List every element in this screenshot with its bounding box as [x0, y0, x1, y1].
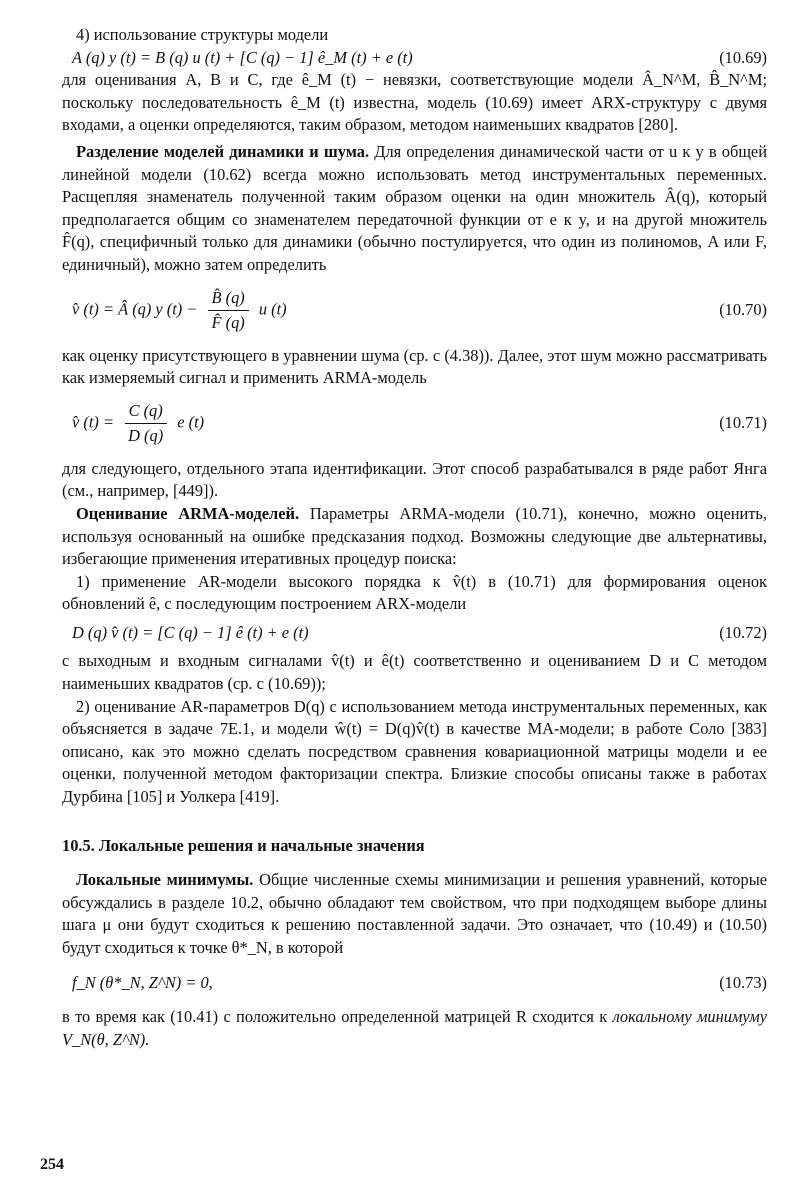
equation-10-69-body: A (q) y (t) = B (q) u (t) + [C (q) − 1] ê_M (t) + e (t): [72, 47, 413, 67]
equation-10-71: [62, 390, 767, 458]
paragraph-4: с выходным и входным сигналами v̂(t) и ê(t) соответственно и оцениванием D и C методом наименьших квадратов (ср. с (10.69));: [62, 651, 767, 694]
paragraph-5: [62, 1006, 767, 1051]
minima-text: Общие численные схемы минимизации и решения уравнений, которые обсуждались в разделе 10.2, обычно обладают тем свойством, что при подходящем выборе длины шага μ они будут сходиться к решению поставленной задачи. Это означает, что (10.49) и (10.50) будут сходиться к точке θ*_N, в которой: [62, 870, 767, 957]
runin-arma-title: Оценивание ARMA-моделей.: [76, 503, 300, 523]
arma-text: Параметры ARMA-модели (10.71), конечно, можно оценить, используя основанный на ошибке предсказания подход. Возможны следующие две альтернативы, избегающие применения итеративных процедур поиска:: [62, 503, 767, 569]
equation-10-71-fraction: [124, 399, 167, 448]
equation-10-73: [62, 972, 767, 995]
paragraph-minima: [62, 869, 767, 959]
paragraph-arma: [62, 503, 767, 571]
equation-10-70-rhs: u (t): [258, 299, 287, 319]
paragraph-3: для следующего, отдельного этапа идентификации. Этот способ разрабатывался в ряде работ Янга (см., например, [449]).: [62, 458, 767, 501]
equation-10-70-number: (10.70): [719, 300, 767, 320]
equation-10-73-number: (10.73): [719, 972, 767, 992]
paragraph-1: для оценивания A, B и C, где ê_M (t) − невязки, соответствующие модели Â_N^M, B̂_N^M; поскольку последовательность ê_M (t) известна, модель (10.69) имеет ARX-структуру с двумя входами, а оценки определяются, таким образом, методом наименьших квадратов [280].: [62, 70, 767, 135]
equation-10-70-numerator: B̂ (q): [208, 286, 249, 311]
equation-10-69-number: (10.69): [719, 47, 767, 67]
equation-10-71-lhs: v̂ (t) =: [72, 412, 115, 432]
dynamics-text: Для определения динамической части от u к y в общей линейной модели (10.62) всегда можно использовать метод инструментальных переменных. Расщепляя знаменатель полученной таким образом оценки на один множитель Â(q), который предполагается общим со знаменателем передаточной функции от e к y, и на другой множитель F̂(q), специфичный только для динамики (обычно постулируется, что один из полиномов, A или F, единичный), можно затем определить: [62, 141, 767, 274]
equation-10-72: [62, 622, 767, 645]
equation-10-72-body: D (q) v̂ (t) = [C (q) − 1] ê (t) + e (t): [72, 622, 309, 642]
equation-10-70-lhs: v̂ (t) = Â (q) y (t) −: [72, 299, 198, 319]
equation-10-70-fraction: [208, 286, 249, 335]
equation-10-71-denominator: D (q): [128, 426, 164, 446]
equation-10-71-number: (10.71): [719, 413, 767, 433]
paragraph-5-start: в то время как (10.41) с положительно определенной матрицей R сходится к: [62, 1007, 608, 1027]
equation-10-71-numerator: C (q): [125, 399, 167, 424]
equation-10-70: [62, 277, 767, 345]
runin-dynamics-title: Разделение моделей динамики и шума.: [76, 141, 370, 161]
equation-10-70-denominator: F̂ (q): [211, 313, 245, 333]
list-item-1: 1) применение AR-модели высокого порядка к v̂(t) в (10.71) для формирования оценок обновлений ê, с последующим построением ARX-модели: [62, 571, 767, 614]
paragraph-2: как оценку присутствующего в уравнении шума (ср. с (4.38)). Далее, этот шум можно рассматривать как измеряемый сигнал и применить ARMA-модель: [62, 345, 767, 388]
section-heading: 10.5. Локальные решения и начальные значения: [62, 835, 425, 855]
paragraph-5-italic: локальному минимуму V_N(θ, Z^N).: [62, 1007, 767, 1049]
equation-10-73-body: f_N (θ*_N, Z^N) = 0,: [72, 972, 213, 992]
item-4-title: 4) использование структуры модели: [76, 25, 329, 44]
page-body: [62, 24, 767, 1051]
equation-10-69: [62, 47, 767, 70]
equation-10-71-rhs: e (t): [177, 412, 205, 432]
page-number: 254: [40, 1156, 64, 1173]
equation-10-72-number: (10.72): [719, 622, 767, 642]
runin-minima-title: Локальные минимумы.: [76, 870, 254, 890]
list-item-2: 2) оценивание AR-параметров D(q) с использованием метода инструментальных переменных, как объясняется в задаче 7E.1, и модели ŵ(t) = D(q)v̂(t) в качестве MA-модели; в работе Соло [383] описано, как это можно сделать посредством сравнения ковариационной матрицы модели и ее оценки, полученной методом факторизации спектра. Близкие способы описаны также в работах Дурбина [105] и Уолкера [419].: [62, 696, 767, 807]
paragraph-dynamics: [62, 141, 767, 277]
